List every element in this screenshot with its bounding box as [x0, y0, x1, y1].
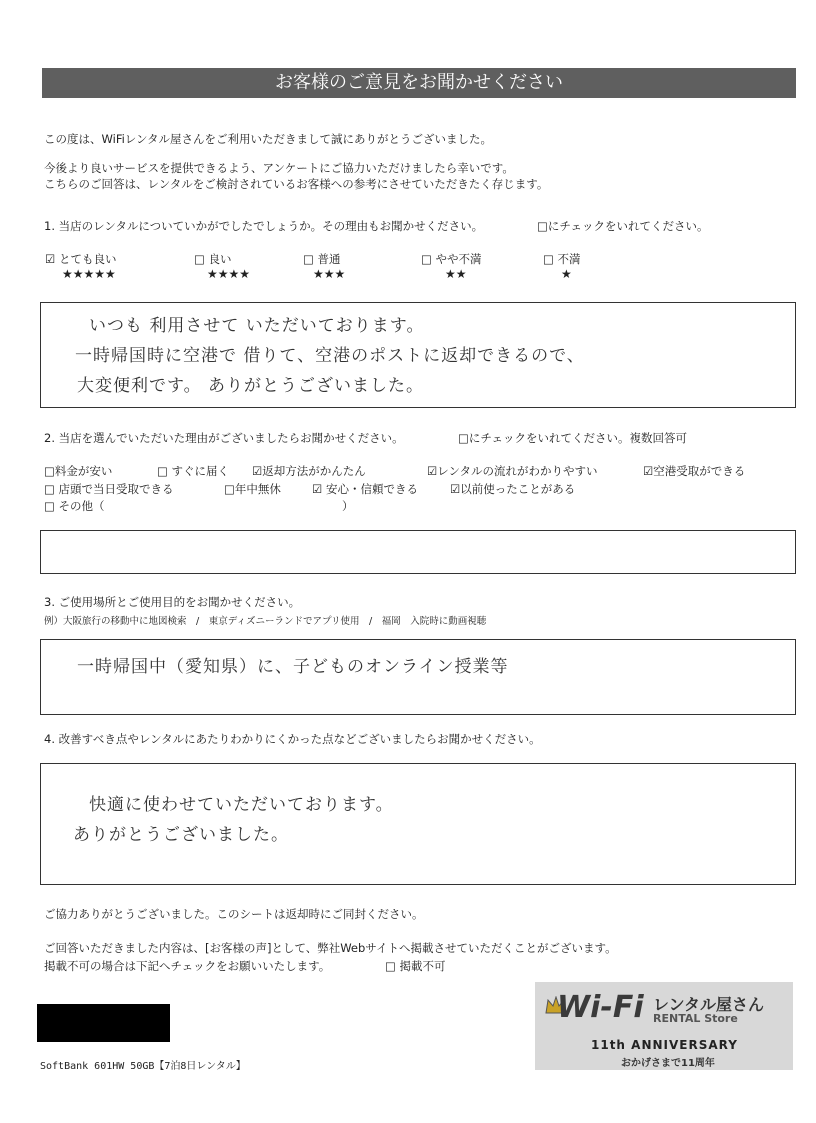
q2-option-other[interactable]: □ その他（ [44, 499, 105, 513]
logo-brand: Wi-Fi [557, 990, 644, 1025]
page-title: お客様のご意見をお聞かせください [42, 68, 796, 98]
q1-option-very-good[interactable]: ☑ とても良い [45, 252, 117, 266]
q1-stars-3: ★★★ [313, 267, 346, 281]
q2-option-same-day-store[interactable]: □ 店頭で当日受取できる [44, 482, 174, 496]
q1-stars-5: ★★★★★ [62, 267, 116, 281]
q1-stars-4: ★★★★ [207, 267, 251, 281]
q2-option-used-before[interactable]: ☑以前使ったことがある [450, 482, 576, 496]
q1-answer-line-2: 一時帰国時に空港で 借りて、空港のポストに返却できるので、 [75, 346, 585, 366]
q2-option-easy-return[interactable]: ☑返却方法がかんたん [252, 464, 366, 478]
q2-instruction: □にチェックをいれてください。複数回答可 [458, 431, 688, 445]
q1-instruction: □にチェックをいれてください。 [537, 219, 709, 233]
q1-option-normal[interactable]: □ 普通 [303, 252, 341, 266]
q2-question: 2. 当店を選んでいただいた理由がございましたらお聞かせください。 [44, 431, 404, 445]
intro-line-3: こちらのご回答は、レンタルをご検討されているお客様への参考にさせていただきたく存じます。 [44, 177, 549, 191]
q2-option-open-all-year[interactable]: □年中無休 [224, 482, 281, 496]
q4-question: 4. 改善すべき点やレンタルにあたりわかりにくかった点などございましたらお聞かせください。 [44, 732, 541, 746]
q2-answer-box[interactable] [40, 530, 796, 574]
footer-publish-notice: ご回答いただきました内容は、[お客様の声]として、弊社Webサイトへ掲載させていただくことがございます。 [44, 941, 617, 955]
logo-anniversary: 11th ANNIVERSARY [591, 1038, 738, 1052]
q1-answer-line-3: 大変便利です。 ありがとうございました。 [77, 376, 425, 396]
q1-option-somewhat-dissatisfied[interactable]: □ やや不満 [421, 252, 482, 266]
q3-question: 3. ご使用場所とご使用目的をお聞かせください。 [44, 595, 301, 609]
q3-example: 例）大阪旅行の移動中に地図検索 / 東京ディズニーランドでアプリ使用 / 福岡 入院時に動画視聴 [44, 616, 487, 627]
q2-option-clear-flow[interactable]: ☑レンタルの流れがわかりやすい [427, 464, 598, 478]
footer-publish-instruction: 掲載不可の場合は下記へチェックをお願いいたします。 [44, 959, 331, 973]
q3-answer: 一時帰国中（愛知県）に、子どものオンライン授業等 [77, 657, 509, 677]
no-publish-checkbox[interactable]: □ 掲載不可 [385, 959, 446, 973]
footer-thanks: ご協力ありがとうございました。このシートは返却時にご同封ください。 [44, 907, 424, 921]
q1-stars-2: ★★ [445, 267, 467, 281]
q1-answer-line-1: いつも 利用させて いただいております。 [89, 316, 425, 336]
logo-tagline: おかげさまで11周年 [621, 1058, 715, 1069]
q3-answer-box[interactable] [40, 639, 796, 715]
intro-line-2: 今後より良いサービスを提供できるよう、アンケートにご協力いただけましたら幸いです。 [44, 161, 514, 175]
q2-option-cheap[interactable]: □料金が安い [44, 464, 113, 478]
q2-option-trustworthy[interactable]: ☑ 安心・信頼できる [312, 482, 418, 496]
q1-stars-1: ★ [561, 267, 572, 281]
logo-name: レンタル屋さん [653, 995, 764, 1014]
q4-answer-box[interactable] [40, 763, 796, 885]
q4-answer-line-1: 快適に使わせていただいております。 [89, 795, 394, 815]
q1-option-good[interactable]: □ 良い [194, 252, 232, 266]
q2-option-fast-delivery[interactable]: □ すぐに届く [157, 464, 230, 478]
logo-sub: RENTAL Store [653, 1012, 738, 1025]
redacted-block [37, 1004, 170, 1042]
q4-answer-line-2: ありがとうございました。 [73, 825, 289, 845]
q2-other-close: ） [342, 499, 354, 513]
q2-option-airport-pickup[interactable]: ☑空港受取ができる [643, 464, 746, 478]
q1-answer-box[interactable] [40, 302, 796, 408]
brand-logo [535, 982, 793, 1070]
q1-question: 1. 当店のレンタルについていかがでしたでしょうか。その理由もお聞かせください。 [44, 219, 484, 233]
q1-option-dissatisfied[interactable]: □ 不満 [543, 252, 581, 266]
device-info: SoftBank 601HW 50GB【7泊8日レンタル】 [40, 1061, 246, 1072]
intro-line-1: この度は、WiFiレンタル屋さんをご利用いただきまして誠にありがとうございました。 [44, 132, 493, 146]
